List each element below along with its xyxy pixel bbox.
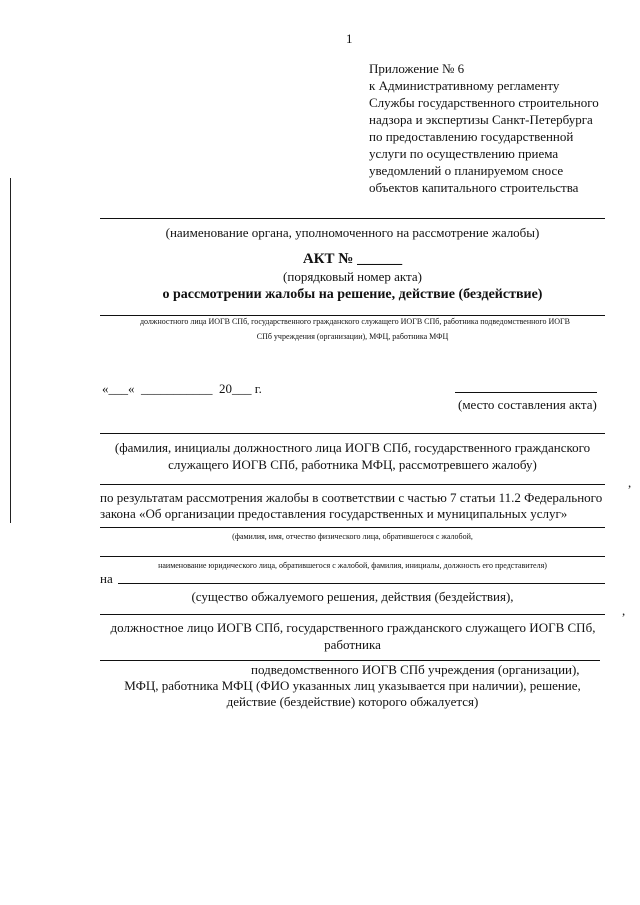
results-text-2: закона «Об организации предоставления государственных и муниципальных услуг» [100, 506, 568, 521]
appendix-line: объектов капитального строительства [369, 180, 579, 195]
page-number: 1 [346, 31, 353, 46]
place-line [455, 392, 597, 393]
officials-caption-1: должностного лица ИОГВ СПб, государственного гражданского служащего ИОГВ СПб, работника подведомственного ИОГВ [139, 317, 571, 326]
essence-caption: (существо обжалуемого решения, действия (бездействия), [191, 589, 514, 604]
official-2-caption-2: работника [324, 637, 381, 652]
official-2-line [100, 614, 605, 615]
appendix-block [369, 60, 629, 196]
official-line [100, 433, 605, 434]
na-line [118, 583, 605, 584]
appendix-line: услуги по осуществлению приема [369, 146, 559, 161]
date-line: «___« ___________ 20___ г. [102, 381, 262, 396]
results-line [100, 484, 605, 485]
organ-line [100, 218, 605, 219]
appendix-line: к Административному регламенту [369, 78, 560, 93]
legal-caption: наименование юридического лица, обратившегося с жалобой, фамилия, инициалы, должность его представителя) [158, 561, 547, 570]
appendix-line: уведомлений о планируемом сносе [369, 163, 564, 178]
results-text-1: по результатам рассмотрения жалобы в соответствии с частью 7 статьи 11.2 Федерального [100, 490, 603, 505]
sub-org-caption: подведомственного ИОГВ СПб учреждения (организации), [251, 662, 580, 677]
appendix-line: Приложение № 6 [369, 61, 465, 76]
mfc-caption-1: МФЦ, работника МФЦ (ФИО указанных лиц указывается при наличии), решение, [124, 678, 581, 693]
margin-mark [10, 178, 11, 523]
appendix-line: Службы государственного строительного [369, 95, 599, 110]
official-2-caption-1: должностное лицо ИОГВ СПб, государственного гражданского служащего ИОГВ СПб, [110, 620, 596, 635]
act-subtitle: о рассмотрении жалобы на решение, действие (бездействие) [162, 287, 543, 302]
appendix-line: надзора и экспертизы Санкт-Петербурга [369, 112, 593, 127]
legal-line [100, 556, 605, 557]
act-title: АКТ № ______ [302, 251, 403, 267]
appendix-line: по предоставлению государственной [369, 129, 574, 144]
na-label: на [100, 571, 113, 586]
person-line [100, 527, 605, 528]
act-number-caption: (порядковый номер акта) [283, 269, 422, 284]
official-caption-2: служащего ИОГВ СПб, работника МФЦ, рассмотревшего жалобу) [168, 457, 537, 472]
organ-caption: (наименование органа, уполномоченного на рассмотрение жалобы) [165, 225, 540, 240]
official-caption-1: (фамилия, инициалы должностного лица ИОГВ СПб, государственного гражданского [114, 440, 591, 455]
margin-comma-2: , [622, 603, 626, 618]
place-caption: (место составления акта) [458, 397, 597, 412]
officials-caption-2: СПб учреждения (организации), МФЦ, работника МФЦ [256, 332, 449, 341]
margin-comma: , [628, 475, 632, 490]
mfc-caption-2: действие (бездействие) которого обжалуется) [226, 694, 479, 709]
person-caption: (фамилия, имя, отчество физического лица, обратившегося с жалобой, [232, 532, 473, 541]
